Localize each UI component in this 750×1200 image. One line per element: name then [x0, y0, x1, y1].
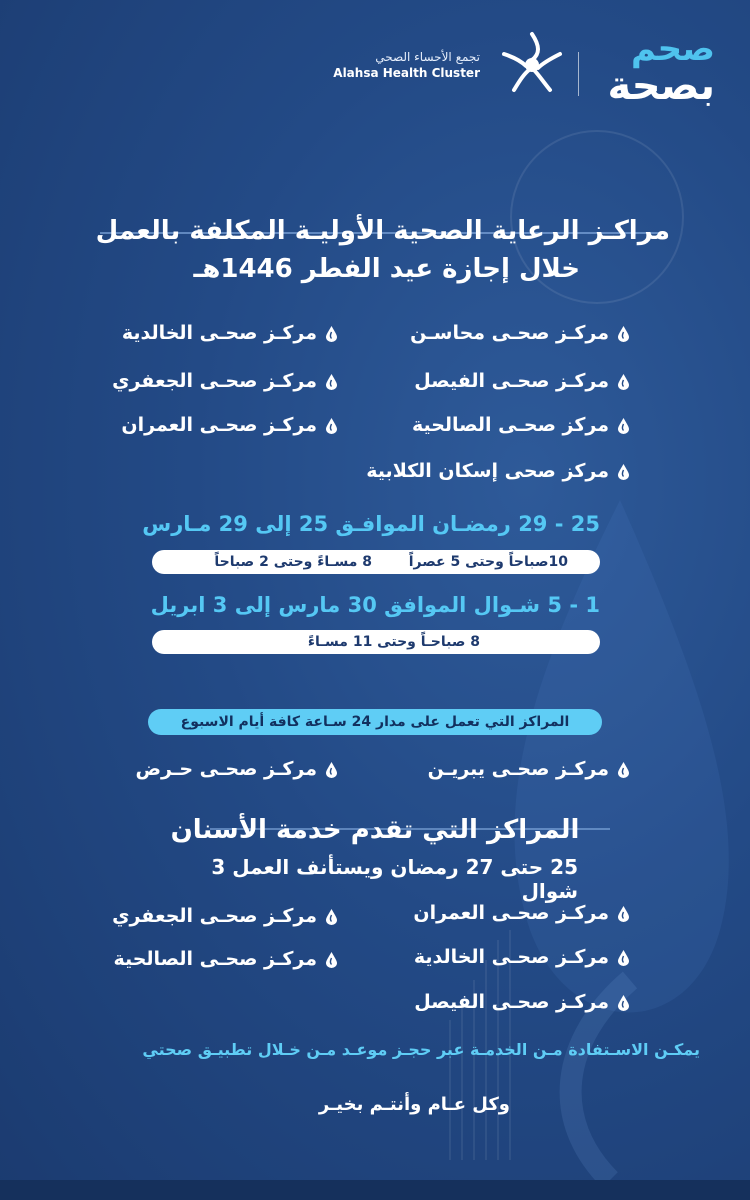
center-item — [113, 948, 338, 970]
center-item — [414, 946, 630, 968]
center-label: مركـز صحـى الخالدية — [121, 322, 317, 344]
center-item — [414, 370, 630, 392]
center-label: مركـز صحـى حـرض — [135, 758, 317, 780]
schedule-period: 1 - 5 شـوال الموافق 30 مارس إلى 3 ابريل — [150, 593, 600, 617]
center-item — [122, 322, 338, 344]
drop-icon — [325, 373, 338, 390]
center-item — [410, 322, 630, 344]
center-item — [112, 905, 338, 927]
center-label: مركـز صحـى الفيصل — [414, 991, 609, 1013]
header-divider — [578, 52, 579, 96]
center-item — [366, 460, 630, 482]
drop-icon — [617, 949, 630, 966]
center-label: مركز صحى إسكان الكلابية — [366, 460, 609, 482]
center-item — [121, 414, 338, 436]
bottom-strip — [0, 1180, 750, 1200]
campaign-logo — [585, 29, 715, 109]
booking-note: يمكـن الاسـتفادة مـن الخدمـة عبر حجـز موعـد مـن خـلال تطبيـق صحتي — [142, 1040, 700, 1059]
drop-icon — [325, 951, 338, 968]
center-label: مركـز صحـى محاسـن — [410, 322, 609, 344]
page-title — [60, 212, 670, 288]
hours-range: 8 صباحـاً وحتى 11 مسـاءً — [307, 634, 480, 650]
drop-icon — [617, 373, 630, 390]
dental-subtitle: 25 حتى 27 رمضان ويستأنف العمل 3 شوال — [211, 855, 578, 903]
drop-icon — [325, 761, 338, 778]
center-item — [428, 758, 630, 780]
hours-pill — [152, 550, 600, 574]
center-label: مركـز صحـى العمران — [413, 902, 609, 924]
cluster-name-en: Alahsa Health Cluster — [333, 66, 480, 80]
center-label: مركـز صحـى الجعفري — [112, 905, 317, 927]
center-item — [112, 370, 338, 392]
cluster-emblem-icon — [496, 28, 568, 100]
hours-evening: 8 مسـاءً وحتى 2 صباحاً — [214, 554, 372, 570]
all-day-label: المراكز التي تعمل على مدار 24 سـاعة كافة أيام الاسبوع — [148, 709, 602, 735]
cluster-name — [330, 50, 480, 80]
center-label: مركـز صحـى العمران — [121, 414, 317, 436]
drop-icon — [617, 463, 630, 480]
drop-icon — [617, 325, 630, 342]
drop-icon — [617, 417, 630, 434]
center-label: مركـز صحـى الجعفري — [112, 370, 317, 392]
center-label: مركز صحـى الصالحية — [411, 414, 609, 436]
drop-icon — [617, 761, 630, 778]
drop-icon — [325, 325, 338, 342]
dental-title: المراكز التي تقدم خدمة الأسنان — [170, 815, 580, 845]
campaign-logo-line1: صحم — [630, 29, 715, 69]
drop-icon — [617, 905, 630, 922]
center-item — [413, 902, 630, 924]
drop-icon — [325, 908, 338, 925]
closing-greeting: وكل عـام وأنتـم بخيـر — [318, 1094, 510, 1115]
schedule-period: 25 - 29 رمضـان الموافـق 25 إلى 29 مـارس — [142, 512, 600, 536]
drop-icon — [617, 994, 630, 1011]
center-item — [414, 991, 630, 1013]
drop-icon — [325, 417, 338, 434]
center-item — [412, 414, 630, 436]
bars-watermark — [430, 900, 690, 1160]
title-line-2: خلال إجازة عيد الفطر 1446هـ — [193, 254, 580, 284]
center-label: مركـز صحـى الصالحية — [113, 948, 317, 970]
center-label: مركـز صحـى يبريـن — [427, 758, 609, 780]
hours-morning: 10صباحاً وحتى 5 عصراً — [408, 554, 568, 570]
center-label: مركـز صحـى الفيصل — [414, 370, 609, 392]
center-label: مركـز صحـى الخالدية — [413, 946, 609, 968]
campaign-logo-line2: بصحة — [607, 63, 715, 109]
center-item — [135, 758, 338, 780]
title-line-1: مراكـز الرعاية الصحية الأوليـة المكلفة بالعمل — [95, 216, 670, 246]
hours-pill — [152, 630, 600, 654]
cluster-name-ar: تجمع الأحساء الصحي — [375, 50, 480, 64]
